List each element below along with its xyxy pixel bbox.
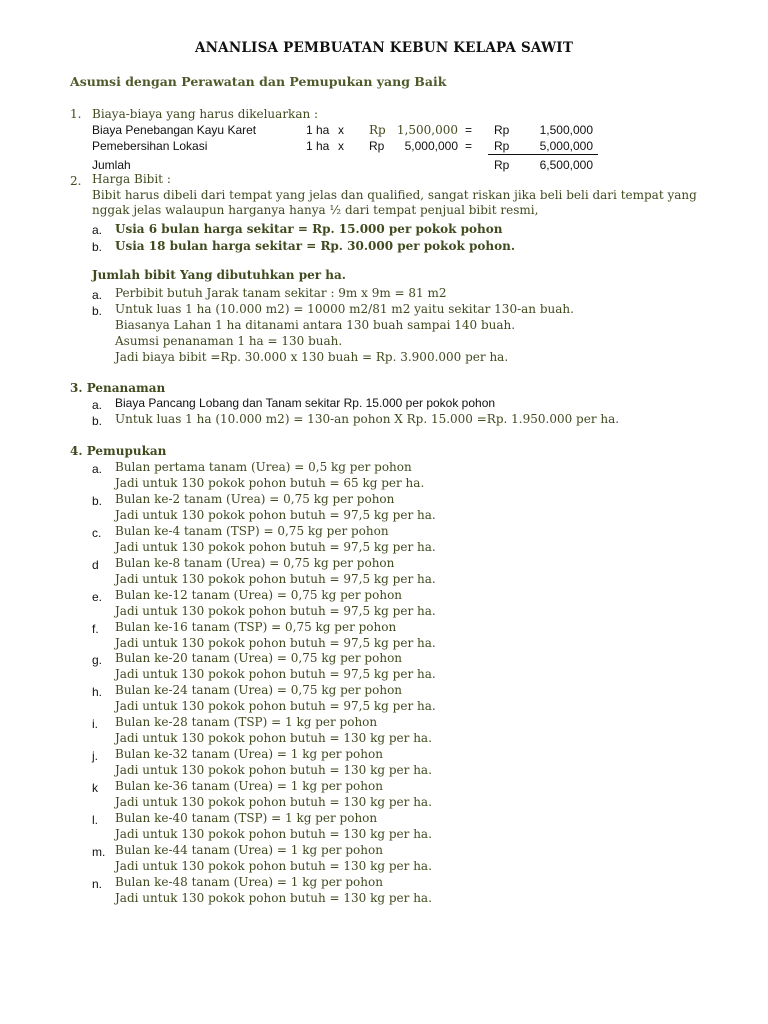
fertilizer-dose: Bulan pertama tanam (Urea) = 0,5 kg per pohon (115, 460, 412, 474)
need-item-line: Untuk luas 1 ha (10.000 m2) = 10000 m2/81 m2 yaitu sekitar 130-an buah. (115, 302, 574, 316)
section-1-number: 1. (70, 107, 82, 121)
cost-label: Biaya Penebangan Kayu Karet (92, 123, 257, 137)
fertilizer-total: Jadi untuk 130 pokok pohon butuh = 130 kg per ha. (115, 795, 432, 809)
fertilizer-item-letter: i. (92, 717, 98, 732)
fertilizer-item-letter: n. (92, 876, 103, 891)
need-item-line: Jadi biaya bibit =Rp. 30.000 x 130 buah = Rp. 3.900.000 per ha. (115, 350, 509, 364)
fertilizer-total: Jadi untuk 130 pokok pohon butuh = 97,5 kg per ha. (115, 507, 436, 522)
cost-times: x (338, 139, 344, 153)
fertilizer-dose: Bulan ke-20 tanam (Urea) = 0,75 kg per pohon (115, 651, 403, 666)
fertilizer-total: Jadi untuk 130 pokok pohon butuh = 65 kg per ha. (115, 476, 425, 490)
cost-currency: Rp (494, 139, 510, 153)
page-title: ANANLISA PEMBUATAN KEBUN KELAPA SAWIT (194, 40, 574, 56)
planting-item: Biaya Pancang Lobang dan Tanam sekitar Rp. 15.000 per pokok pohon (115, 396, 496, 410)
need-item-line: Asumsi penanaman 1 ha = 130 buah. (115, 334, 343, 348)
cost-unit-price: 5,000,000 (404, 139, 458, 153)
cost-currency: Rp (494, 123, 510, 137)
fertilizer-dose: Bulan ke-8 tanam (Urea) = 0,75 kg per pohon (115, 555, 395, 570)
fertilizer-item-letter: l. (92, 812, 98, 827)
fertilizer-total: Jadi untuk 130 pokok pohon butuh = 97,5 kg per ha. (115, 699, 436, 714)
seed-paragraph-line: Bibit harus dibeli dari tempat yang jelas dan qualified, sangat riskan jika beli beli dari tempat yang (92, 188, 697, 202)
fertilizer-total: Jadi untuk 130 pokok pohon butuh = 130 kg per ha. (115, 763, 432, 778)
fertilizer-dose: Bulan ke-28 tanam (TSP) = 1 kg per pohon (115, 715, 378, 730)
fertilizer-item-letter: k (92, 781, 98, 795)
cost-currency: Rp (369, 139, 385, 153)
need-item-letter: a. (92, 288, 103, 302)
cost-label: Pemebersihan Lokasi (92, 139, 208, 153)
fertilizer-dose: Bulan ke-48 tanam (Urea) = 1 kg per pohon (115, 874, 383, 889)
price-item: Usia 18 bulan harga sekitar = Rp. 30.000 per pokok pohon. (115, 239, 516, 253)
fertilizer-total: Jadi untuk 130 pokok pohon butuh = 130 kg per ha. (115, 826, 432, 841)
section-1-heading: Biaya-biaya yang harus dikeluarkan : (92, 107, 319, 121)
fertilizer-dose: Bulan ke-24 tanam (Urea) = 0,75 kg per pohon (115, 683, 403, 698)
cost-amount: 1,500,000 (539, 123, 593, 137)
total-currency: Rp (494, 158, 510, 172)
fertilizer-item-letter: a. (92, 462, 103, 476)
cost-currency: Rp (369, 123, 386, 137)
fertilizer-dose: Bulan ke-32 tanam (Urea) = 1 kg per pohon (115, 747, 383, 762)
fertilizer-total: Jadi untuk 130 pokok pohon butuh = 97,5 kg per ha. (115, 539, 436, 554)
fertilizer-item-letter: g. (92, 653, 103, 668)
total-label: Jumlah (92, 158, 131, 172)
total-rule (488, 154, 598, 155)
price-item-letter: b. (92, 240, 103, 254)
fertilizer-dose: Bulan ke-44 tanam (Urea) = 1 kg per pohon (115, 842, 383, 857)
fertilizer-item-letter: e. (92, 589, 103, 604)
fertilizer-dose: Bulan ke-12 tanam (Urea) = 0,75 kg per pohon (115, 587, 403, 602)
fertilizer-item-letter: h. (92, 685, 103, 700)
fertilizer-total: Jadi untuk 130 pokok pohon butuh = 130 kg per ha. (115, 890, 432, 905)
fertilizer-total: Jadi untuk 130 pokok pohon butuh = 97,5 kg per ha. (115, 667, 436, 682)
fertilizer-item-letter: m. (92, 844, 106, 859)
fertilizer-total: Jadi untuk 130 pokok pohon butuh = 97,5 kg per ha. (115, 635, 436, 650)
seed-paragraph-line: nggak jelas walaupun harganya hanya ½ dari tempat penjual bibit resmi, (92, 203, 539, 217)
section-4-heading: 4. Pemupukan (70, 444, 167, 458)
fertilizer-dose: Bulan ke-16 tanam (TSP) = 0,75 kg per pohon (115, 619, 397, 634)
fertilizer-dose: Bulan ke-36 tanam (Urea) = 1 kg per pohon (115, 779, 383, 793)
price-item-letter: a. (92, 223, 103, 237)
fertilizer-item-letter: j. (92, 749, 98, 764)
fertilizer-item-letter: c. (92, 525, 102, 540)
need-item: Perbibit butuh Jarak tanam sekitar : 9m x 9m = 81 m2 (115, 286, 447, 300)
fertilizer-item-letter: f. (92, 621, 99, 636)
total-amount: 6,500,000 (539, 158, 593, 172)
planting-item: Untuk luas 1 ha (10.000 m2) = 130-an pohon X Rp. 15.000 =Rp. 1.950.000 per ha. (115, 412, 620, 426)
fertilizer-dose: Bulan ke-40 tanam (TSP) = 1 kg per pohon (115, 810, 378, 825)
fertilizer-item-letter: d (92, 557, 99, 572)
need-item-line: Biasanya Lahan 1 ha ditanami antara 130 buah sampai 140 buah. (115, 318, 516, 332)
cost-qty: 1 ha (306, 139, 330, 153)
cost-unit-price: 1,500,000 (396, 123, 458, 137)
fertilizer-total: Jadi untuk 130 pokok pohon butuh = 97,5 kg per ha. (115, 571, 436, 586)
fertilizer-item-letter: b. (92, 493, 103, 508)
cost-equals: = (465, 123, 473, 137)
cost-qty: 1 ha (306, 123, 330, 137)
seed-need-heading: Jumlah bibit Yang dibutuhkan per ha. (92, 268, 346, 282)
page-subtitle: Asumsi dengan Perawatan dan Pemupukan yang Baik (70, 74, 447, 89)
section-2-number: 2. (70, 174, 82, 188)
planting-item-letter: b. (92, 414, 103, 428)
fertilizer-dose: Bulan ke-4 tanam (TSP) = 0,75 kg per pohon (115, 523, 389, 538)
cost-equals: = (465, 139, 473, 153)
cost-times: x (338, 123, 344, 137)
fertilizer-total: Jadi untuk 130 pokok pohon butuh = 130 kg per ha. (115, 731, 432, 746)
fertilizer-total: Jadi untuk 130 pokok pohon butuh = 97,5 kg per ha. (115, 603, 436, 618)
fertilizer-dose: Bulan ke-2 tanam (Urea) = 0,75 kg per pohon (115, 491, 395, 506)
price-item: Usia 6 bulan harga sekitar = Rp. 15.000 per pokok pohon (115, 222, 503, 236)
need-item-letter: b. (92, 304, 103, 318)
section-3-heading: 3. Penanaman (70, 381, 166, 395)
section-2-heading: Harga Bibit : (92, 172, 171, 186)
planting-item-letter: a. (92, 398, 103, 412)
cost-amount: 5,000,000 (539, 139, 593, 153)
fertilizer-total: Jadi untuk 130 pokok pohon butuh = 130 kg per ha. (115, 858, 432, 873)
